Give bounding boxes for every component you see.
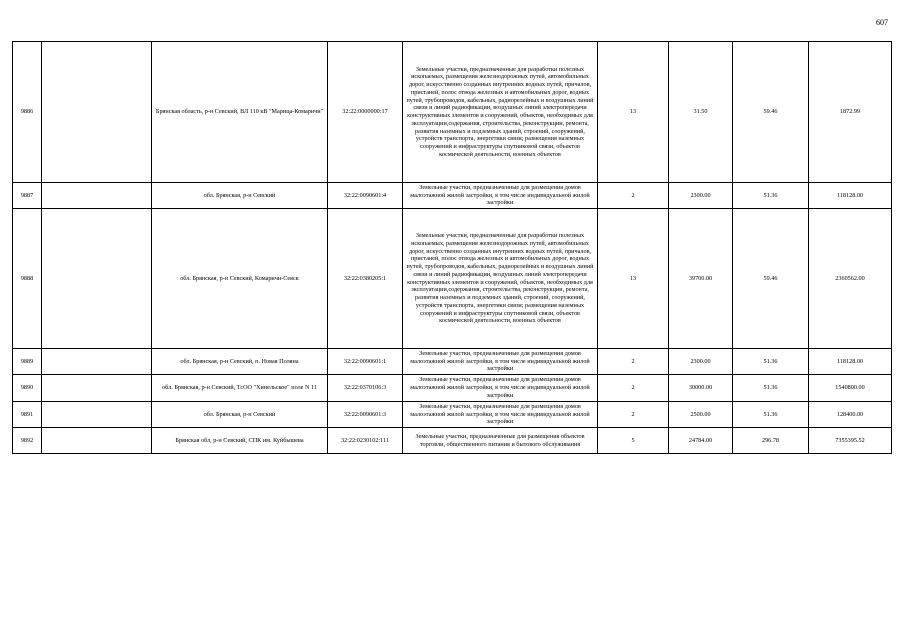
cadastral-value-cell: 2360562.00 [809, 209, 892, 349]
permitted-use: Земельные участки, предназначенные для размещения домов малоэтажной жилой застройки, в том числе индивидуальной жилой застройки [403, 349, 598, 375]
address-cell: обл. Брянская, р-н Севский [152, 402, 328, 428]
page-number: 607 [876, 18, 888, 27]
area-cell: 24784.00 [669, 428, 733, 454]
use-group-code: 5 [598, 428, 669, 454]
use-group-code: 2 [598, 402, 669, 428]
record-number: 9891 [13, 402, 42, 428]
blank-cell [42, 375, 152, 402]
address-cell: Брянская обл, р-н Севский, СПК им. Куйбышева [152, 428, 328, 454]
permitted-use: Земельные участки, предназначенные для размещения домов малоэтажной жилой застройки, в том числе индивидуальной жилой застройки [403, 402, 598, 428]
area-cell: 2300.00 [669, 349, 733, 375]
address-cell: обл. Брянская, р-н Севский, Комаричи-Севск [152, 209, 328, 349]
address-cell: Брянская область, р-н Севский, ВЛ 110 кВ "Марица-Комаричи" [152, 42, 328, 183]
permitted-use: Земельные участки, предназначенные для размещения домов малоэтажной жилой застройки, в том числе индивидуальной жилой застройки [403, 183, 598, 209]
specific-value-cell: 51.36 [733, 375, 809, 402]
cadastral-value-cell: 118128.00 [809, 349, 892, 375]
cadastral-number: 32:22:0370106:3 [328, 375, 403, 402]
permitted-use: Земельные участки, предназначенные для разработки полезных ископаемых, размещения железнодорожных путей, автомобильных дорог, искусственно созданных внутренних водных путей, причалов, пристаней, полос отвода железных и автомобильных дорог, водных путей, трубопроводов, кабельных, радиорелейных и воздушных линий связи и линий радиофикации, воздушных линий электропередачи конструктивных элементов и сооружений, объектов, необходимых для эксплуатации,содержания, строительства, реконструкции, ремонта, развития наземных и подземных зданий, строений, сооружений, устройств транспорта, энергетики связи; размещения наземных сооружений и инфраструктуры спутниковой связи, объектов космической деятельности, военных объектов [403, 209, 598, 349]
permitted-use: Земельные участки, предназначенные для разработки полезных ископаемых, размещения железнодорожных путей, автомобильных дорог, искусственно созданных внутренних водных путей, причалов, пристаней, полос отвода железных и автомобильных дорог, водных путей, трубопроводов, кабельных, радиорелейных и воздушных линий связи и линий радиофикации, воздушных линий электропередачи конструктивных элементов и сооружений, объектов, необходимых для эксплуатации,содержания, строительства, реконструкции, ремонта, развития наземных и подземных зданий, строений, сооружений, устройств транспорта, энергетики связи; размещения наземных сооружений и инфраструктуры спутниковой связи, объектов космической деятельности, военных объектов [403, 42, 598, 183]
table-row [13, 375, 892, 402]
table-row [13, 42, 892, 183]
cadastral-number: 32:22:0090601:3 [328, 402, 403, 428]
blank-cell [42, 42, 152, 183]
table-row [13, 428, 892, 454]
area-cell: 2300.00 [669, 183, 733, 209]
use-group-code: 2 [598, 349, 669, 375]
registry-table [12, 41, 892, 454]
area-cell: 31.50 [669, 42, 733, 183]
permitted-use: Земельные участки, предназначенные для размещения объектов торговли, общественного питания и бытового обслуживания [403, 428, 598, 454]
blank-cell [42, 183, 152, 209]
cadastral-number: 32:22:0090601:1 [328, 349, 403, 375]
use-group-code: 13 [598, 209, 669, 349]
table-row [13, 183, 892, 209]
area-cell: 2500.00 [669, 402, 733, 428]
cadastral-value-cell: 118128.00 [809, 183, 892, 209]
record-number: 9889 [13, 349, 42, 375]
address-cell: обл. Брянская, р-н Севский, ТсОО "Хинельское" поле N 11 [152, 375, 328, 402]
record-number: 9892 [13, 428, 42, 454]
cadastral-number: 32:22:0380205:1 [328, 209, 403, 349]
record-number: 9888 [13, 209, 42, 349]
table-row [13, 209, 892, 349]
blank-cell [42, 209, 152, 349]
table-row [13, 349, 892, 375]
use-group-code: 13 [598, 42, 669, 183]
blank-cell [42, 428, 152, 454]
specific-value-cell: 59.46 [733, 209, 809, 349]
specific-value-cell: 59.46 [733, 42, 809, 183]
permitted-use: Земельные участки, предназначенные для размещения домов малоэтажной жилой застройки, в том числе индивидуальной жилой застройки [403, 375, 598, 402]
area-cell: 39700.00 [669, 209, 733, 349]
cadastral-number: 32:22:0230102:111 [328, 428, 403, 454]
record-number: 9886 [13, 42, 42, 183]
address-cell: обл. Брянская, р-н Севский, п. Новая Поляна [152, 349, 328, 375]
table-row [13, 402, 892, 428]
specific-value-cell: 296.78 [733, 428, 809, 454]
cadastral-value-cell: 7355395.52 [809, 428, 892, 454]
specific-value-cell: 51.36 [733, 402, 809, 428]
specific-value-cell: 51.36 [733, 183, 809, 209]
cadastral-value-cell: 1540800.00 [809, 375, 892, 402]
record-number: 9890 [13, 375, 42, 402]
record-number: 9887 [13, 183, 42, 209]
use-group-code: 2 [598, 375, 669, 402]
area-cell: 30000.00 [669, 375, 733, 402]
use-group-code: 2 [598, 183, 669, 209]
cadastral-number: 32:22:0000000:17 [328, 42, 403, 183]
cadastral-value-cell: 1872.99 [809, 42, 892, 183]
blank-cell [42, 402, 152, 428]
blank-cell [42, 349, 152, 375]
address-cell: обл. Брянская, р-н Севский [152, 183, 328, 209]
cadastral-number: 32:22:0090601:4 [328, 183, 403, 209]
specific-value-cell: 51.36 [733, 349, 809, 375]
cadastral-value-cell: 128400.00 [809, 402, 892, 428]
